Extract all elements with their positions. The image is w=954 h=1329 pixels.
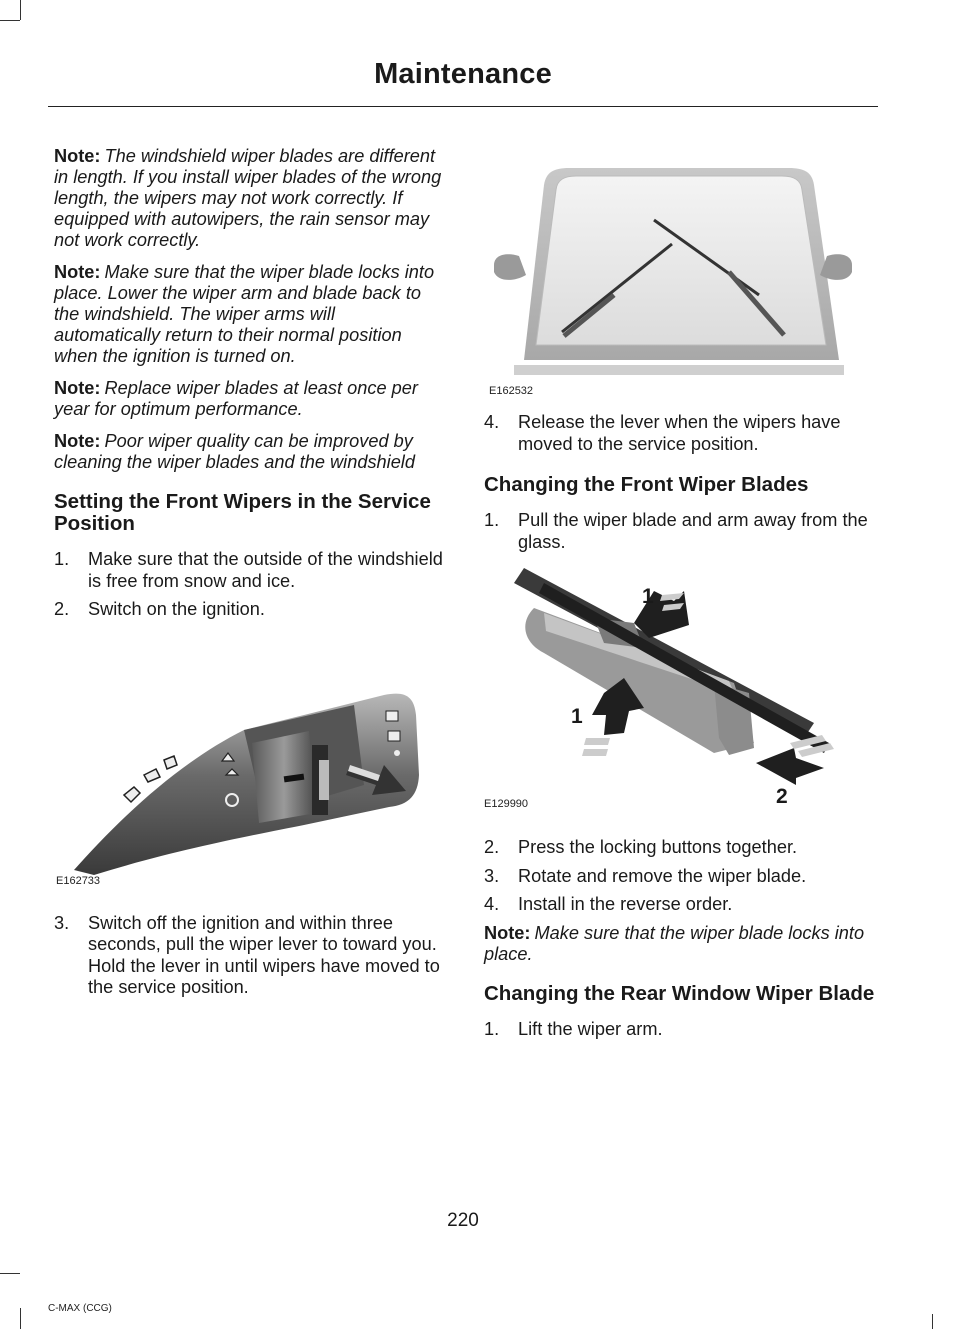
step-text: Switch on the ignition. — [88, 599, 265, 619]
list-item — [54, 913, 446, 999]
windshield-drawing — [484, 160, 864, 375]
step-number: 2. — [54, 599, 70, 619]
note-label: Note: — [54, 262, 101, 282]
list-item — [484, 412, 876, 455]
step-number: 1. — [484, 1018, 500, 1039]
callout-1-mid: 1 — [571, 705, 583, 728]
windshield-illustration — [484, 160, 876, 400]
step-text: Pull the wiper blade and arm away from the glass. — [518, 510, 868, 552]
note-label: Note: — [54, 431, 101, 451]
left-column — [54, 146, 446, 1006]
note-text: Replace wiper blades at least once per year for optimum performance. — [54, 378, 418, 419]
list-item — [484, 1019, 876, 1041]
note-text: Make sure that the wiper blade locks into place. — [484, 922, 865, 964]
note — [484, 923, 876, 965]
note — [54, 262, 446, 367]
crop-mark — [0, 20, 20, 21]
callout-1-top: 1 — [642, 585, 654, 608]
crop-mark — [20, 1308, 21, 1329]
step-number: 3. — [484, 865, 500, 886]
step-text: Make sure that the outside of the windshield is free from snow and ice. — [88, 549, 443, 591]
note-text: Poor wiper quality can be improved by cleaning the wiper blades and the windshield — [54, 431, 415, 472]
note-label: Note: — [54, 378, 101, 398]
step-text: Switch off the ignition and within three seconds, pull the wiper lever to toward you. Hold the lever in until wipers have moved to the service position. — [88, 912, 440, 997]
crop-mark — [20, 0, 21, 20]
step-text: Press the locking buttons together. — [518, 837, 798, 857]
title-divider — [48, 106, 878, 107]
step-text: Release the lever when the wipers have moved to the service position. — [518, 412, 841, 454]
step-number: 4. — [484, 894, 500, 914]
wiper-lever-illustration — [54, 635, 446, 895]
step-number: 1. — [484, 510, 500, 530]
note — [54, 431, 446, 473]
note-label: Note: — [54, 146, 101, 166]
figure-label: E129990 — [484, 798, 529, 810]
list-item — [54, 549, 446, 592]
step-text: Lift the wiper arm. — [518, 1018, 663, 1039]
note-label: Note: — [484, 922, 531, 943]
figure-label: E162733 — [56, 874, 101, 887]
right-column — [484, 160, 876, 1047]
step-text: Rotate and remove the wiper blade. — [518, 865, 807, 886]
list-item — [54, 599, 446, 621]
wiper-blade-illustration — [484, 563, 876, 823]
wiper-blade-drawing — [484, 563, 864, 808]
page-number: 220 — [447, 1210, 479, 1231]
step-number: 1. — [54, 549, 70, 569]
note — [54, 378, 446, 420]
step-number: 2. — [484, 837, 500, 857]
step-text: Install in the reverse order. — [518, 894, 733, 914]
section-heading: Setting the Front Wipers in the Service Position — [54, 490, 431, 535]
step-number: 3. — [54, 912, 70, 933]
page-title: Maintenance — [374, 58, 552, 90]
figure-label: E162532 — [489, 385, 534, 397]
section-heading: Changing the Front Wiper Blades — [484, 473, 809, 496]
section-heading: Changing the Rear Window Wiper Blade — [484, 981, 875, 1005]
list-item — [484, 837, 876, 859]
model-label: C-MAX (CCG) — [48, 1303, 112, 1314]
wiper-lever-drawing — [54, 635, 434, 875]
callout-2: 2 — [776, 785, 788, 808]
crop-mark — [932, 1314, 933, 1329]
note-text: The windshield wiper blades are different in length. If you install wiper blades of the wrong length, the wipers may not work correctly. If equipped with autowipers, the rain sensor may not work correctly. — [54, 146, 442, 250]
list-item — [484, 510, 876, 553]
list-item — [484, 866, 876, 888]
list-item — [484, 894, 876, 916]
crop-mark — [0, 1273, 20, 1274]
note-text: Make sure that the wiper blade locks into place. Lower the wiper arm and blade back to the windshield. The wiper arms will automatically return to their normal position when the ignition is turned on. — [54, 262, 435, 366]
step-number: 4. — [484, 412, 500, 432]
note — [54, 146, 446, 251]
